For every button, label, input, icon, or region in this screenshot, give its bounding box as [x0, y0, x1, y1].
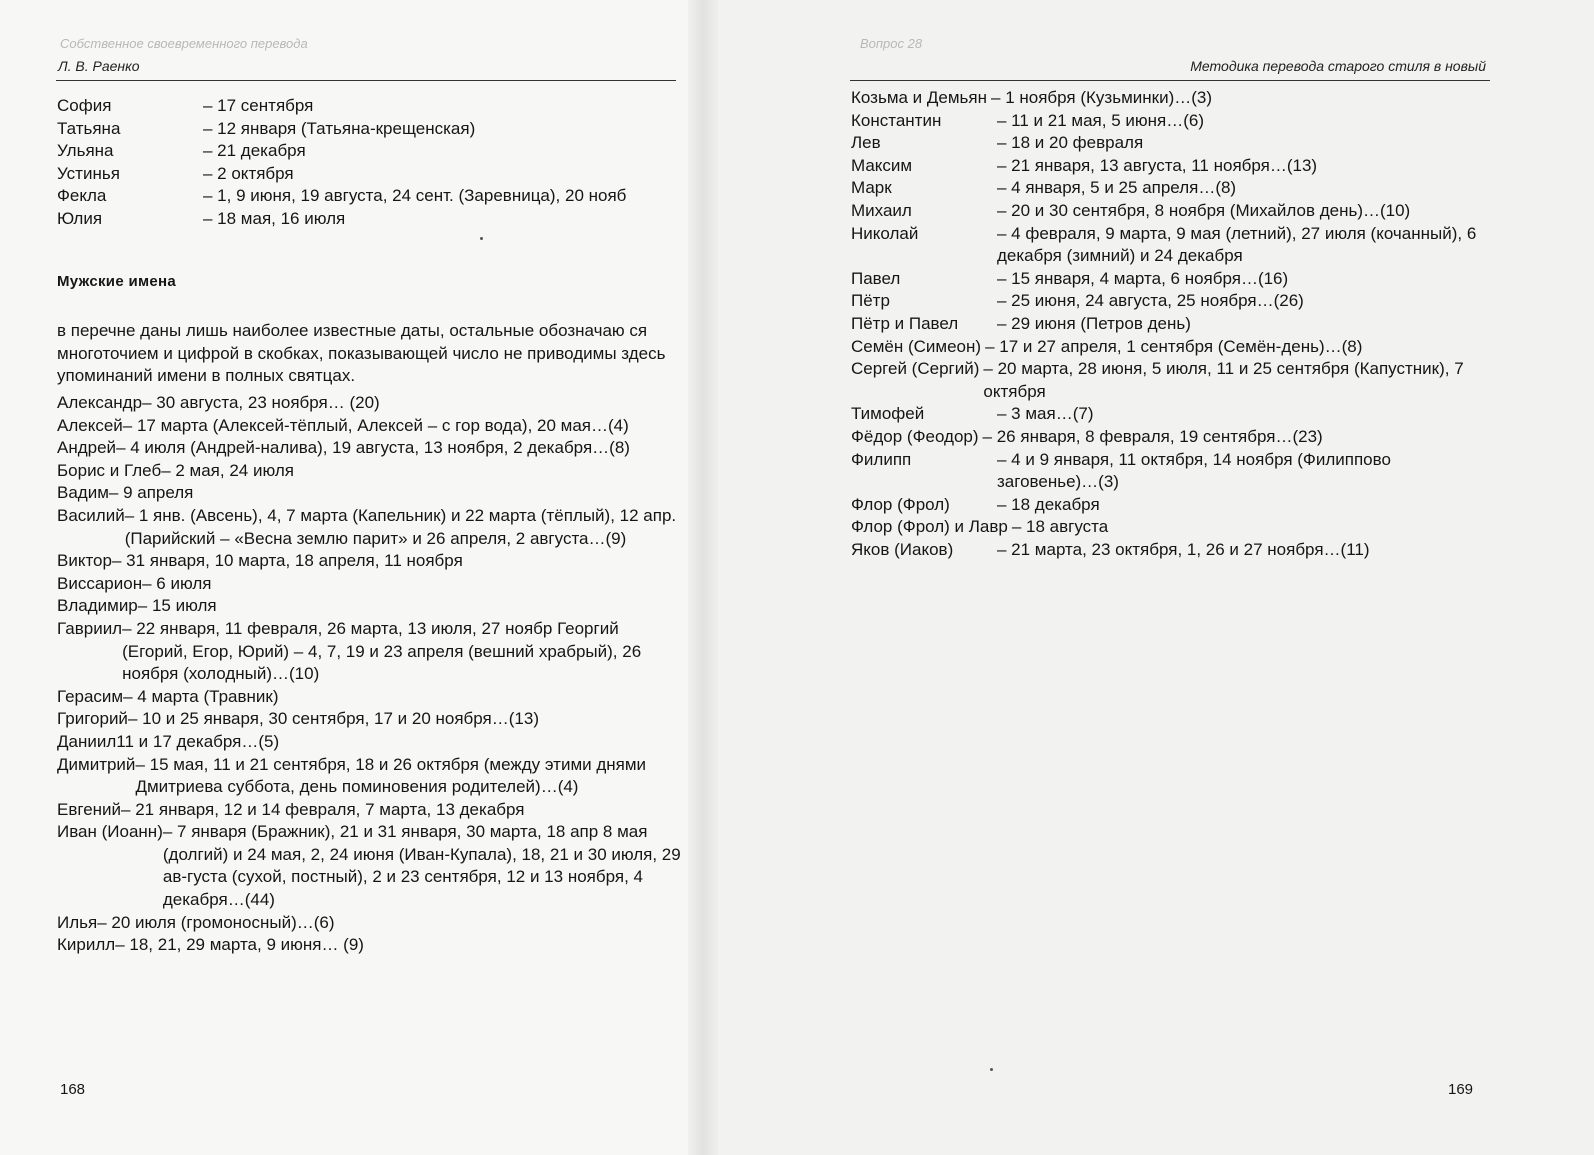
- name-entry: [57, 912, 682, 935]
- entry-dates: – 15 июля: [137, 596, 217, 616]
- entry-name: Виктор: [57, 551, 112, 571]
- name-entry: [57, 118, 682, 141]
- name-entry: [57, 208, 682, 231]
- name-entry: [851, 87, 1491, 110]
- name-entry: [57, 934, 682, 957]
- name-entry: [851, 539, 1491, 562]
- entry-dates: – 1 янв. (Авсень), 4, 7 марта (Капельник) и 22 марта (тёплый), 12 апр. (Парийский – «Весна землю парит» и 26 апреля, 2 августа…(9): [124, 505, 677, 548]
- name-entry: [851, 132, 1491, 155]
- entry-name: Юлия: [57, 208, 103, 228]
- entry-dates: – 20 и 30 сентября, 8 ноября (Михайлов день)…(10): [997, 200, 1411, 220]
- entry-name: Алексей: [57, 415, 123, 435]
- entry-dates: – 2 октября: [203, 163, 294, 183]
- name-entry: [57, 821, 682, 911]
- name-entry: [57, 595, 682, 618]
- name-entry: [57, 163, 682, 186]
- entry-name: Флор (Фрол) и Лавр: [851, 517, 1008, 537]
- entry-dates: – 21 января, 12 и 14 февраля, 7 марта, 13 декабря: [121, 799, 525, 819]
- entry-name: Константин: [851, 110, 942, 130]
- entry-name: Сергей (Сергий): [851, 359, 980, 379]
- entry-name: Илья: [57, 912, 98, 932]
- name-entry: [851, 177, 1491, 200]
- name-entry: [57, 482, 682, 505]
- name-entry: [57, 95, 682, 118]
- entry-dates: – 21 января, 13 августа, 11 ноября…(13): [997, 155, 1318, 175]
- name-entry: [57, 392, 682, 415]
- entry-dates: – 4 января, 5 и 25 апреля…(8): [997, 178, 1237, 198]
- entry-dates: – 4 февраля, 9 марта, 9 мая (летний), 27 июля (кочанный), 6 декабря (зимний) и 24 декабря: [997, 223, 1477, 266]
- entry-dates: – 4 июля (Андрей-налива), 19 августа, 13 ноября, 2 декабря…(8): [116, 438, 630, 458]
- page-number-right: 169: [1448, 1081, 1474, 1098]
- entry-name: Евгений: [57, 799, 122, 819]
- entry-name: Павел: [851, 268, 901, 288]
- entry-name: Пётр: [851, 291, 890, 311]
- entry-name: Кирилл: [57, 935, 116, 955]
- entry-name: Гавриил: [57, 618, 123, 638]
- book-gutter: [688, 0, 718, 1155]
- entry-name: Борис и Глеб: [57, 460, 162, 480]
- header-rule-left: [56, 80, 676, 81]
- entry-name: Семён (Симеон): [851, 336, 982, 356]
- entry-dates: – 15 мая, 11 и 21 сентября, 18 и 26 октября (между этими днями Дмитриева суббота, день поминовения родителей)…(4): [135, 754, 647, 797]
- entry-name: Козьма и Демьян: [851, 88, 988, 107]
- entry-dates: – 6 июля: [142, 573, 212, 593]
- name-entry: [57, 618, 682, 686]
- name-entry: [57, 708, 682, 731]
- name-entry: [851, 290, 1491, 313]
- name-entry: [851, 403, 1491, 426]
- name-entry: [851, 110, 1491, 133]
- running-head-author: Л. В. Раенко: [58, 58, 140, 74]
- entry-name: Андрей: [57, 438, 117, 458]
- name-entry: [57, 415, 682, 438]
- name-entry: [851, 358, 1491, 403]
- name-entry: [57, 185, 682, 208]
- entry-name: Иван (Иоанн): [57, 822, 163, 842]
- entry-name: Григорий: [57, 709, 128, 729]
- entry-name: Максим: [851, 155, 913, 175]
- name-entry: [851, 223, 1491, 268]
- entry-name: Филипп: [851, 449, 912, 469]
- name-entry: [851, 449, 1491, 494]
- entry-name: Устинья: [57, 163, 120, 183]
- name-entry: [57, 437, 682, 460]
- entry-dates: – 17 сентября: [203, 96, 314, 115]
- name-entry: [851, 426, 1491, 449]
- name-entry: [851, 313, 1491, 336]
- entry-dates: – 10 и 25 января, 30 сентября, 17 и 20 ноября…(13): [127, 709, 539, 729]
- entry-name: Фекла: [57, 186, 107, 206]
- name-entry: [57, 140, 682, 163]
- entry-name: Владимир: [57, 596, 138, 616]
- entry-name: Василий: [57, 505, 125, 525]
- entry-name: Флор (Фрол): [851, 494, 950, 514]
- entry-dates: – 9 апреля: [108, 483, 194, 503]
- entry-dates: – 31 января, 10 марта, 18 апреля, 11 ноября: [111, 551, 463, 571]
- entry-name: Михаил: [851, 200, 912, 220]
- section-title-male-names: Мужские имена: [57, 273, 176, 290]
- name-entry: [851, 200, 1491, 223]
- entry-dates: – 18 декабря: [997, 494, 1100, 514]
- entry-name: Тимофей: [851, 404, 925, 424]
- entry-dates: – 11 и 21 мая, 5 июня…(6): [997, 110, 1204, 130]
- entry-dates: – 20 марта, 28 июня, 5 июля, 11 и 25 сентября (Капустник), 7 октября: [983, 359, 1464, 401]
- entry-name: Яков (Иаков): [851, 539, 954, 559]
- ghost-header-left: Собственное своевременного перевода: [60, 36, 308, 51]
- name-entry: [57, 754, 682, 799]
- female-names-list: [57, 95, 682, 231]
- entry-dates: – 26 января, 8 февраля, 19 сентября…(23): [982, 426, 1323, 446]
- entry-dates: – 7 января (Бражник), 21 и 31 января, 30 марта, 18 апр 8 мая (долгий) и 24 мая, 2, 24 июня (Иван-Купала), 18, 21 и 30 июля, 29 ав-густа (сухой, постный), 2 и 23 сентября, 12 и 13 ноября, 4 декабря…(44): [162, 822, 681, 910]
- entry-name: София: [57, 96, 112, 115]
- male-names-list-left: [57, 392, 682, 957]
- entry-dates: – 3 мая…(7): [997, 404, 1094, 424]
- entry-dates: – 4 и 9 января, 11 октября, 14 ноября (Филиппово заговенье)…(3): [997, 449, 1391, 492]
- entry-dates: – 18 и 20 февраля: [997, 133, 1144, 153]
- name-entry: [57, 686, 682, 709]
- name-entry: [57, 731, 682, 754]
- name-entry: [851, 155, 1491, 178]
- entry-name: Татьяна: [57, 118, 121, 138]
- entry-name: Даниил: [57, 731, 117, 751]
- entry-dates: – 18, 21, 29 марта, 9 июня… (9): [115, 935, 364, 955]
- entry-name: Ульяна: [57, 141, 114, 161]
- name-entry: [851, 494, 1491, 517]
- name-entry: [57, 550, 682, 573]
- entry-dates: – 4 марта (Травник): [123, 686, 279, 706]
- ghost-header-right: Вопрос 28: [860, 36, 923, 51]
- entry-dates: – 20 июля (громоносный)…(6): [97, 912, 335, 932]
- entry-dates: – 17 и 27 апреля, 1 сентября (Семён-день)…(8): [985, 336, 1363, 356]
- entry-dates: – 22 января, 11 февраля, 26 марта, 13 июля, 27 ноябр Георгий (Егорий, Егор, Юрий) – 4, 7, 19 и 23 апреля (вешний храбрый), 26 ноября (холодный)…(10): [122, 618, 642, 684]
- entry-dates: – 17 марта (Алексей-тёплый, Алексей – с гор вода), 20 мая…(4): [122, 415, 629, 435]
- entry-name: Виссарион: [57, 573, 143, 593]
- entry-name: Лев: [851, 133, 881, 153]
- entry-dates: – 18 мая, 16 июля: [203, 208, 346, 228]
- entry-name: Николай: [851, 223, 919, 243]
- entry-dates: – 2 мая, 24 июля: [161, 460, 294, 480]
- entry-name: Пётр и Павел: [851, 313, 959, 333]
- name-entry: [57, 573, 682, 596]
- header-rule-right: [850, 80, 1490, 81]
- entry-dates: – 18 августа: [1011, 517, 1109, 537]
- entry-dates: 11 и 17 декабря…(5): [116, 731, 280, 751]
- print-speck: [480, 237, 483, 240]
- entry-dates: – 29 июня (Петров день): [997, 313, 1191, 333]
- entry-name: Вадим: [57, 483, 109, 503]
- entry-dates: – 12 января (Татьяна-крещенская): [203, 118, 476, 138]
- entry-dates: – 25 июня, 24 августа, 25 ноября…(26): [997, 291, 1304, 311]
- name-entry: [57, 799, 682, 822]
- entry-name: Марк: [851, 178, 892, 198]
- entry-name: Герасим: [57, 686, 124, 706]
- name-entry: [57, 505, 682, 550]
- entry-dates: – 1, 9 июня, 19 августа, 24 сент. (Заревница), 20 нояб: [203, 186, 627, 206]
- entry-dates: – 1 ноября (Кузьминки)…(3): [991, 88, 1213, 107]
- male-names-list-right: [851, 87, 1491, 561]
- print-speck: [990, 1068, 993, 1071]
- entry-dates: – 30 августа, 23 ноября… (20): [142, 393, 380, 412]
- entry-name: Фёдор (Феодор): [851, 426, 979, 446]
- entry-dates: – 21 марта, 23 октября, 1, 26 и 27 ноября…(11): [997, 539, 1370, 559]
- entry-name: Александр: [57, 393, 143, 412]
- name-entry: [57, 460, 682, 483]
- name-entry: [851, 336, 1491, 359]
- entry-dates: – 21 декабря: [203, 141, 306, 161]
- name-entry: [851, 516, 1491, 539]
- name-entry: [851, 268, 1491, 291]
- intro-paragraph: в перечне даны лишь наиболее известные даты, остальные обозначаю ся многоточием и цифрой в скобках, показывающей число не приводимы здесь упоминаний имени в полных святцах.: [57, 321, 666, 386]
- running-head-title: Методика перевода старого стиля в новый: [1190, 58, 1486, 74]
- page-number-left: 168: [60, 1081, 86, 1098]
- entry-dates: – 15 января, 4 марта, 6 ноября…(16): [997, 268, 1289, 288]
- entry-name: Димитрий: [57, 754, 136, 774]
